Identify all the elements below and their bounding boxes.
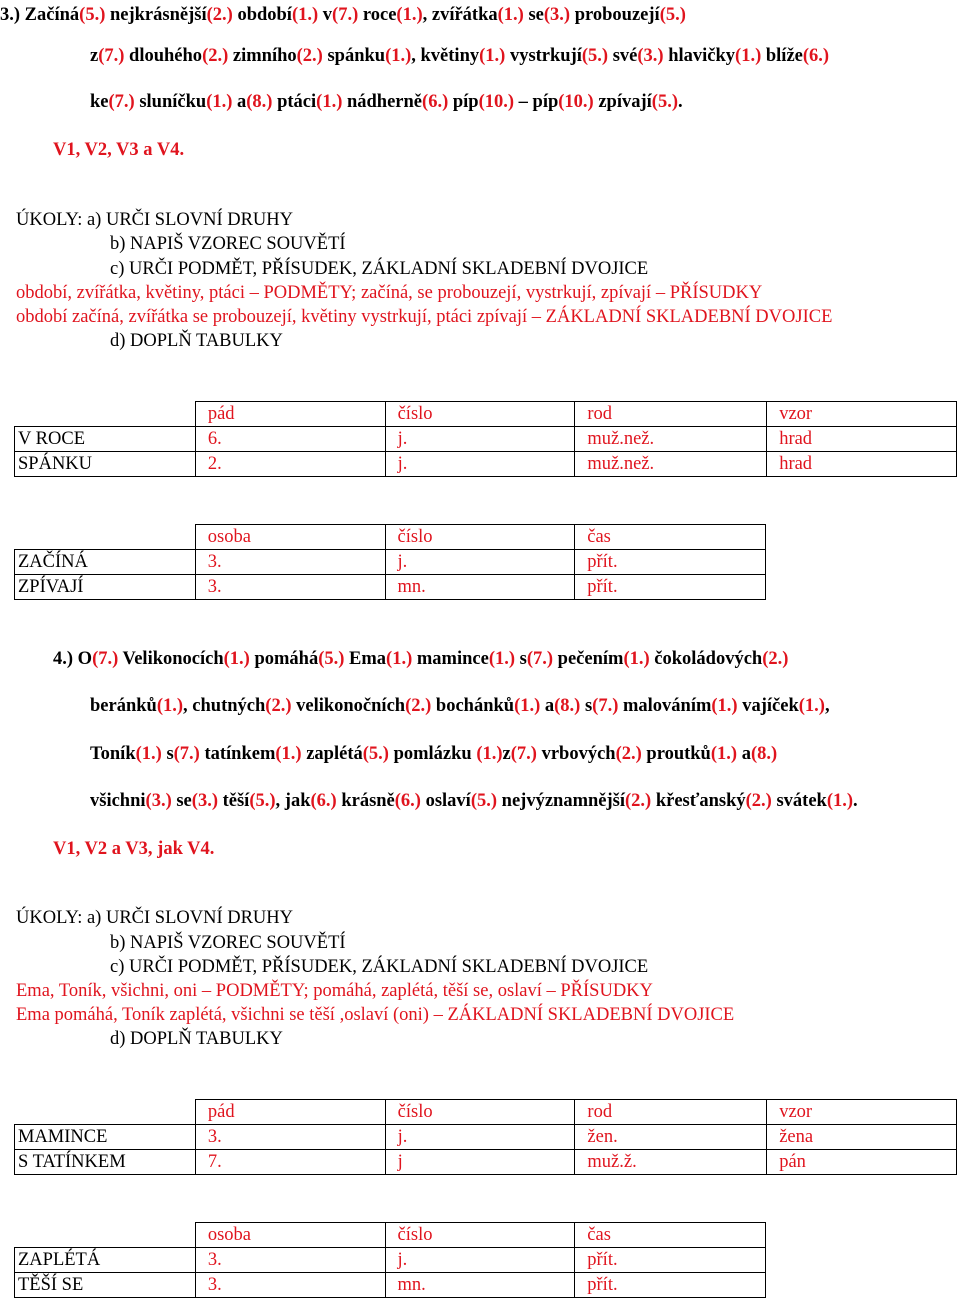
case-number: (5.) — [318, 649, 345, 669]
table-row — [15, 1125, 957, 1150]
sentence-word: čokoládových — [649, 649, 763, 669]
case-number: (3.) — [145, 791, 172, 811]
s4-answer-subjects-predicates: Ema, Toník, všichni, oni – PODMĚTY; pomáhá, zaplétá, těší se, oslaví – PŘÍSUDKY — [16, 981, 653, 1001]
sentence-word: pomlázku — [388, 744, 477, 764]
s4-verbs-table — [14, 1222, 766, 1298]
s3-sentence-line-1 — [0, 4, 686, 26]
case-number: (1.) — [223, 649, 250, 669]
case-number: (6.) — [802, 46, 830, 66]
sentence-word: svátek — [771, 791, 827, 811]
sentence-word: . — [853, 791, 858, 811]
case-number: (1.) — [396, 5, 423, 25]
s4-answer-pairs: Ema pomáhá, Toník zaplétá, všichni se těší ,oslaví (oni) – ZÁKLADNÍ SKLADEBNÍ DVOJICE — [16, 1005, 735, 1025]
case-number: (1.) — [386, 649, 413, 669]
sentence-word: z — [502, 744, 511, 764]
sentence-word: v — [318, 5, 333, 25]
case-number: (7.) — [173, 744, 200, 764]
sentence-word: sluníčku — [134, 92, 207, 112]
table-header: osoba — [195, 1223, 385, 1248]
table-cell: j. — [385, 1125, 575, 1150]
case-number: (5.) — [362, 744, 389, 764]
case-number: (1.) — [735, 46, 762, 66]
table-cell: muž.ž. — [575, 1150, 767, 1175]
sentence-word: oslaví — [420, 791, 471, 811]
case-number: (5.) — [581, 46, 609, 66]
sentence-word: , květiny — [411, 46, 480, 66]
case-number: (2.) — [206, 5, 233, 25]
table-cell: přít. — [575, 1248, 766, 1273]
case-number: (2.) — [745, 791, 772, 811]
sentence-word: , zvířátka — [422, 5, 498, 25]
sentence-word: . — [677, 92, 683, 112]
row-label: TĚŠÍ SE — [15, 1273, 196, 1298]
s3-verbs-table — [14, 524, 766, 600]
sentence-word: křesťanský — [651, 791, 746, 811]
case-number: (6.) — [394, 791, 421, 811]
sentence-word: zpívají — [593, 92, 652, 112]
sentence-word: tatínkem — [199, 744, 276, 764]
sentence-word: Velikonocích — [118, 649, 224, 669]
table-cell: mn. — [385, 575, 575, 600]
case-number: (8.) — [750, 744, 778, 764]
sentence-word: nejvýznamnější — [497, 791, 625, 811]
sentence-word: období — [232, 5, 292, 25]
case-number: (1.) — [275, 744, 302, 764]
case-number: (3.) — [191, 791, 218, 811]
sentence-word: O — [77, 649, 93, 669]
table-cell: j. — [385, 452, 575, 477]
table-cell: přít. — [575, 1273, 766, 1298]
case-number: (7.) — [332, 5, 359, 25]
table-corner — [15, 402, 196, 427]
table-cell: j. — [385, 427, 575, 452]
sentence-word: spánku — [322, 46, 386, 66]
case-number: (3.) — [637, 46, 664, 66]
s4-task-c: c) URČI PODMĚT, PŘÍSUDEK, ZÁKLADNÍ SKLADEBNÍ DVOJICE — [110, 957, 649, 977]
table-header: čas — [575, 525, 766, 550]
sentence-word: se — [523, 5, 544, 25]
table-header: pád — [195, 1100, 385, 1125]
case-number: (2.) — [624, 791, 652, 811]
case-number: (1.) — [711, 696, 738, 716]
table-cell: muž.než. — [575, 427, 767, 452]
sentence-word: a — [737, 744, 751, 764]
s4-task-d: d) DOPLŇ TABULKY — [110, 1029, 283, 1049]
case-number: (6.) — [422, 92, 449, 112]
case-number: (1.) — [623, 649, 650, 669]
table-cell: 7. — [195, 1150, 385, 1175]
table-corner — [15, 1100, 196, 1125]
sentence-word: roce — [358, 5, 397, 25]
sentence-word: velikonočních — [291, 696, 406, 716]
table-cell: hrad — [767, 427, 957, 452]
table-cell: 3. — [195, 1248, 385, 1273]
table-cell: mn. — [385, 1273, 575, 1298]
row-label: V ROCE — [15, 427, 196, 452]
case-number: (1.) — [710, 744, 738, 764]
sentence-word: krásně — [336, 791, 395, 811]
sentence-word: své — [608, 46, 638, 66]
table-row — [15, 427, 957, 452]
s3-sentence-line-3 — [90, 91, 683, 113]
case-number: (2.) — [762, 649, 789, 669]
row-label: ZAČÍNÁ — [15, 550, 196, 575]
sentence-word: , jak — [275, 791, 311, 811]
table-row — [15, 575, 766, 600]
table-row — [15, 550, 766, 575]
sentence-word: malováním — [618, 696, 712, 716]
case-number: (10.) — [558, 92, 594, 112]
table-header: osoba — [195, 525, 385, 550]
case-number: (10.) — [478, 92, 515, 112]
s3-task-c: c) URČI PODMĚT, PŘÍSUDEK, ZÁKLADNÍ SKLADEBNÍ DVOJICE — [110, 259, 649, 279]
case-number: (1.) — [316, 92, 343, 112]
row-label: SPÁNKU — [15, 452, 196, 477]
table-cell: hrad — [767, 452, 957, 477]
table-cell: žen. — [575, 1125, 767, 1150]
sentence-word: těší — [217, 791, 250, 811]
sentence-word: z — [90, 46, 99, 66]
sentence-word: beránků — [90, 696, 157, 716]
sentence-word: s — [515, 649, 527, 669]
case-number: (7.) — [92, 649, 119, 669]
sentence-word: Začíná — [24, 5, 80, 25]
table-corner — [15, 525, 196, 550]
sentence-word: nejkrásnější — [105, 5, 207, 25]
case-number: (1.) — [488, 649, 516, 669]
sentence-word: probouzejí — [570, 5, 660, 25]
table-cell: přít. — [575, 575, 766, 600]
table-header: pád — [195, 402, 385, 427]
table-header: rod — [575, 1100, 767, 1125]
table-cell: 3. — [195, 575, 385, 600]
table-header: vzor — [767, 1100, 957, 1125]
table-header: číslo — [385, 1223, 575, 1248]
case-number: (2.) — [265, 696, 292, 716]
table-corner — [15, 1223, 196, 1248]
table-header: vzor — [767, 402, 957, 427]
case-number: (1.) — [476, 744, 503, 764]
table-cell: 3. — [195, 1125, 385, 1150]
s3-task-b: b) NAPIŠ VZOREC SOUVĚTÍ — [110, 234, 346, 254]
sentence-word: všichni — [90, 791, 146, 811]
sentence-word: pečením — [553, 649, 624, 669]
s4-sentence-line-2 — [90, 695, 830, 717]
sentence-word: 4.) — [53, 649, 78, 669]
sentence-word: , chutných — [183, 696, 266, 716]
table-cell: muž.než. — [575, 452, 767, 477]
case-number: (1.) — [291, 5, 319, 25]
case-number: (1.) — [826, 791, 854, 811]
case-number: (8.) — [246, 92, 273, 112]
case-number: (1.) — [206, 92, 233, 112]
case-number: (1.) — [135, 744, 162, 764]
s3-sentence-line-2 — [90, 45, 829, 67]
table-header: číslo — [385, 525, 575, 550]
s3-answer-pairs: období začíná, zvířátka se probouzejí, květiny vystrkují, ptáci zpívají – ZÁKLADNÍ SKLADEBNÍ DVOJICE — [16, 307, 833, 327]
s3-nouns-table — [14, 401, 957, 477]
sentence-word: a — [232, 92, 247, 112]
case-number: (1.) — [497, 5, 524, 25]
case-number: (1.) — [385, 46, 412, 66]
sentence-word: vystrkují — [505, 46, 582, 66]
s4-clause-formula: V1, V2 a V3, jak V4. — [53, 839, 215, 859]
case-number: (1.) — [156, 696, 184, 716]
case-number: (5.) — [470, 791, 498, 811]
s3-task-a: ÚKOLY: a) URČI SLOVNÍ DRUHY — [16, 210, 294, 230]
sentence-word: hlavičky — [663, 46, 736, 66]
table-cell: pán — [767, 1150, 957, 1175]
case-number: (2.) — [202, 46, 229, 66]
sentence-word: blíže — [761, 46, 803, 66]
table-row — [15, 1248, 766, 1273]
table-cell: 3. — [195, 1273, 385, 1298]
table-header: čas — [575, 1223, 766, 1248]
s4-task-b: b) NAPIŠ VZOREC SOUVĚTÍ — [110, 933, 346, 953]
s4-sentence-line-1 — [53, 648, 788, 670]
case-number: (1.) — [479, 46, 506, 66]
sentence-word: ptáci — [272, 92, 317, 112]
case-number: (3.) — [543, 5, 571, 25]
sentence-word: a — [540, 696, 555, 716]
table-cell: j. — [385, 550, 575, 575]
table-cell: žena — [767, 1125, 957, 1150]
sentence-word: nádherně — [342, 92, 423, 112]
sentence-word: ke — [90, 92, 109, 112]
case-number: (5.) — [659, 5, 686, 25]
table-cell: j — [385, 1150, 575, 1175]
table-row — [15, 452, 957, 477]
table-header: rod — [575, 402, 767, 427]
case-number: (5.) — [249, 791, 276, 811]
case-number: (5.) — [79, 5, 106, 25]
case-number: (5.) — [651, 92, 678, 112]
sentence-word: – píp — [514, 92, 559, 112]
case-number: (7.) — [510, 744, 537, 764]
sentence-word: pomáhá — [249, 649, 319, 669]
sentence-word: Ema — [344, 649, 387, 669]
case-number: (2.) — [405, 696, 432, 716]
case-number: (2.) — [296, 46, 323, 66]
sentence-word: zaplétá — [301, 744, 363, 764]
s3-task-d: d) DOPLŇ TABULKY — [110, 331, 283, 351]
sentence-word: s — [161, 744, 174, 764]
row-label: ZPÍVAJÍ — [15, 575, 196, 600]
sentence-word: proutků — [641, 744, 711, 764]
sentence-word: zimního — [228, 46, 297, 66]
table-cell: 3. — [195, 550, 385, 575]
s4-sentence-line-4 — [90, 790, 858, 812]
table-cell: 2. — [195, 452, 385, 477]
case-number: (8.) — [554, 696, 581, 716]
sentence-word: vajíček — [737, 696, 799, 716]
sentence-word: bochánků — [431, 696, 515, 716]
table-row — [15, 1273, 766, 1298]
sentence-word: dlouhého — [124, 46, 203, 66]
row-label: ZAPLÉTÁ — [15, 1248, 196, 1273]
sentence-word: vrbových — [536, 744, 616, 764]
sentence-word: , — [824, 696, 830, 716]
s3-answer-subjects-predicates: období, zvířátka, květiny, ptáci – PODMĚTY; začíná, se probouzejí, vystrkují, zpívají – PŘÍSUDKY — [16, 283, 763, 303]
case-number: (7.) — [98, 46, 125, 66]
row-label: MAMINCE — [15, 1125, 196, 1150]
table-header: číslo — [385, 402, 575, 427]
case-number: (1.) — [798, 696, 825, 716]
case-number: (6.) — [310, 791, 337, 811]
table-cell: přít. — [575, 550, 766, 575]
sentence-word: mamince — [412, 649, 489, 669]
sentence-word: Toník — [90, 744, 136, 764]
case-number: (7.) — [108, 92, 135, 112]
sentence-word: 3.) — [0, 5, 25, 25]
case-number: (7.) — [526, 649, 554, 669]
s4-nouns-table — [14, 1099, 957, 1175]
case-number: (1.) — [514, 696, 541, 716]
sentence-word: píp — [448, 92, 479, 112]
row-label: S TATÍNKEM — [15, 1150, 196, 1175]
sentence-word: s — [580, 696, 593, 716]
table-header: číslo — [385, 1100, 575, 1125]
s4-sentence-line-3 — [90, 743, 777, 765]
s3-clause-formula: V1, V2, V3 a V4. — [53, 140, 185, 160]
case-number: (7.) — [592, 696, 619, 716]
s4-task-a: ÚKOLY: a) URČI SLOVNÍ DRUHY — [16, 908, 294, 928]
table-cell: 6. — [195, 427, 385, 452]
sentence-word: se — [171, 791, 192, 811]
table-row — [15, 1150, 957, 1175]
table-cell: j. — [385, 1248, 575, 1273]
case-number: (2.) — [615, 744, 642, 764]
